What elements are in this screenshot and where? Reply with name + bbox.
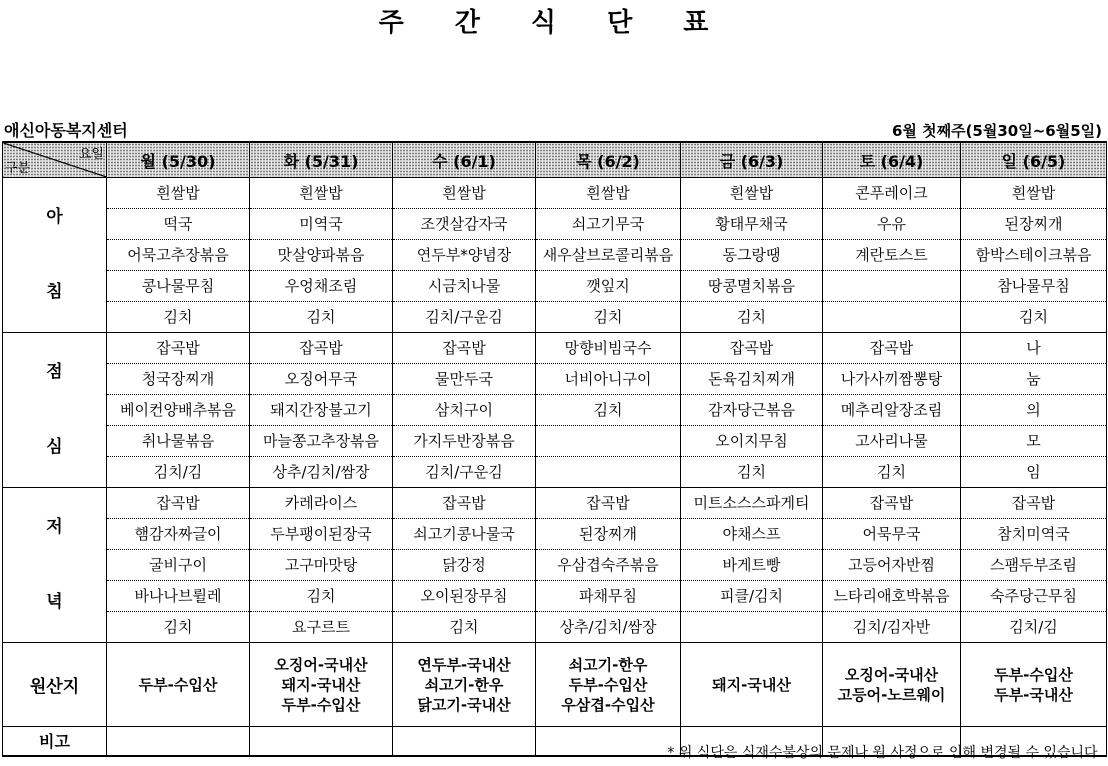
meal-label — [3, 333, 107, 488]
menu-item: 동그랑땡 — [681, 240, 822, 271]
menu-item: 김치/구운김 — [425, 463, 503, 481]
menu-item: 김치 — [163, 618, 193, 636]
menu-item: 새우살브로콜리볶음 — [536, 240, 680, 271]
note-label: 비고 — [3, 727, 107, 756]
menu-item: 잡곡밥 — [107, 488, 249, 519]
meal-label-top: 점 — [46, 362, 63, 382]
menu-item: 가지두반장볶음 — [393, 426, 535, 457]
menu-cell — [681, 178, 823, 333]
menu-item — [536, 426, 680, 457]
menu-item: 계란토스트 — [823, 240, 960, 271]
menu-item: 임 — [1026, 463, 1041, 481]
menu-item: 김치 — [449, 618, 479, 636]
menu-item: 숙주당근무침 — [961, 581, 1106, 612]
menu-item: 땅콩멸치볶음 — [681, 271, 822, 302]
meal-label-top: 아 — [46, 207, 63, 227]
menu-item: 삼치구이 — [393, 395, 535, 426]
menu-item: 잡곡밥 — [823, 488, 960, 519]
menu-item — [681, 612, 822, 642]
menu-cell — [250, 178, 393, 333]
menu-item: 상추/김치/쌈장 — [559, 618, 657, 636]
menu-item — [536, 457, 680, 487]
menu-item: 요구르트 — [292, 618, 350, 636]
menu-item: 쇠고기무국 — [536, 209, 680, 240]
menu-cell — [393, 488, 536, 643]
origin-cell — [250, 643, 393, 727]
menu-item: 물만두국 — [393, 364, 535, 395]
menu-item: 깻잎지 — [536, 271, 680, 302]
menu-item: 미트소스스파게티 — [681, 488, 822, 519]
menu-item: 너비아니구이 — [536, 364, 680, 395]
menu-cell — [823, 488, 961, 643]
meal-row — [3, 333, 1107, 488]
menu-item: 된장찌개 — [961, 209, 1106, 240]
corner-cell — [3, 142, 107, 178]
menu-item: 두부팽이된장국 — [250, 519, 392, 550]
menu-item: 김치 — [306, 308, 336, 326]
meal-label — [3, 178, 107, 333]
origin-item: 닭고기-국내산 — [417, 695, 511, 714]
origin-row — [3, 643, 1107, 727]
menu-item: 김치 — [250, 581, 392, 612]
menu-item: 된장찌개 — [536, 519, 680, 550]
menu-cell — [107, 488, 250, 643]
menu-item: 카레라이스 — [250, 488, 392, 519]
menu-cell — [107, 333, 250, 488]
day-header: 월 (5/30) — [107, 142, 250, 178]
menu-item: 파채무침 — [536, 581, 680, 612]
menu-item: 어묵고추장볶음 — [107, 240, 249, 271]
menu-item: 바나나브륄레 — [107, 581, 249, 612]
corner-day-label: 요일 — [78, 147, 104, 162]
menu-item: 김치/김 — [153, 463, 203, 481]
menu-item: 참치미역국 — [961, 519, 1106, 550]
menu-item: 망향비빔국수 — [536, 333, 680, 364]
menu-cell — [536, 333, 681, 488]
day-header: 화 (5/31) — [250, 142, 393, 178]
menu-cell — [681, 333, 823, 488]
menu-item: 잡곡밥 — [961, 488, 1106, 519]
origin-item: 두부-수입산 — [281, 695, 361, 714]
menu-item: 취나물볶음 — [107, 426, 249, 457]
menu-item: 감자당근볶음 — [681, 395, 822, 426]
day-header: 수 (6/1) — [393, 142, 536, 178]
origin-cell — [823, 643, 961, 727]
menu-item: 김치/구운김 — [425, 308, 503, 326]
day-header: 금 (6/3) — [681, 142, 823, 178]
menu-cell — [250, 333, 393, 488]
week-label: 6월 첫째주(5월30일~6월5일) — [891, 122, 1102, 140]
note-cell — [536, 727, 681, 756]
menu-item: 돈육김치찌개 — [681, 364, 822, 395]
menu-cell — [823, 178, 961, 333]
menu-item: 돼지간장불고기 — [250, 395, 392, 426]
menu-item: 잡곡밥 — [536, 488, 680, 519]
menu-item: 오징어무국 — [250, 364, 392, 395]
meal-label — [3, 488, 107, 643]
origin-cell — [961, 643, 1107, 727]
origin-item: 두부-수입산 — [994, 665, 1073, 684]
menu-item: 연두부*양념장 — [393, 240, 535, 271]
page-title: 주 간 식 단 표 — [378, 8, 730, 38]
menu-item: 함박스테이크볶음 — [961, 240, 1106, 271]
corner-category-label: 구분 — [5, 161, 31, 176]
menu-item: 나가사끼짬뽕탕 — [823, 364, 960, 395]
menu-item: 시금치나물 — [393, 271, 535, 302]
origin-item: 오징어-국내산 — [844, 665, 939, 684]
menu-item: 김치 — [1019, 308, 1048, 326]
day-header: 목 (6/2) — [536, 142, 681, 178]
origin-item: 우삼겹-수입산 — [561, 695, 655, 714]
menu-item: 바게트빵 — [681, 550, 822, 581]
weekly-menu-table — [2, 141, 1107, 757]
menu-item: 햄감자짜글이 — [107, 519, 249, 550]
origin-item: 두부-국내산 — [994, 685, 1073, 704]
origin-item: 쇠고기-한우 — [424, 675, 504, 694]
menu-item: 흰쌀밥 — [107, 178, 249, 209]
menu-item: 고구마맛탕 — [250, 550, 392, 581]
menu-item — [823, 302, 960, 332]
menu-item: 황태무채국 — [681, 209, 822, 240]
menu-item: 우유 — [823, 209, 960, 240]
menu-item: 흰쌀밥 — [393, 178, 535, 209]
menu-item: 우삼겹숙주볶음 — [536, 550, 680, 581]
menu-item: 김치 — [877, 463, 906, 481]
origin-item: 두부-수입산 — [138, 675, 218, 694]
menu-item: 흰쌀밥 — [536, 178, 680, 209]
menu-item: 김치 — [593, 308, 623, 326]
menu-item: 고사리나물 — [823, 426, 960, 457]
meal-label-bottom: 심 — [46, 437, 63, 457]
menu-item: 의 — [961, 395, 1106, 426]
menu-item: 잡곡밥 — [681, 333, 822, 364]
menu-item: 잡곡밥 — [250, 333, 392, 364]
menu-item: 김치 — [163, 308, 193, 326]
menu-item: 어묵무국 — [823, 519, 960, 550]
menu-cell — [823, 333, 961, 488]
menu-item: 김치 — [737, 463, 766, 481]
menu-item: 오이된장무침 — [393, 581, 535, 612]
header-row — [3, 142, 1107, 178]
origin-item: 돼지-국내산 — [712, 675, 791, 694]
menu-cell — [536, 488, 681, 643]
menu-cell — [250, 488, 393, 643]
meal-row — [3, 178, 1107, 333]
menu-item: 참나물무침 — [961, 271, 1106, 302]
note-cell — [393, 727, 536, 756]
menu-item: 청국장찌개 — [107, 364, 249, 395]
menu-item: 잡곡밥 — [107, 333, 249, 364]
origin-item: 고등어-노르웨이 — [837, 685, 946, 704]
origin-cell — [536, 643, 681, 727]
menu-item: 스팸두부조림 — [961, 550, 1106, 581]
menu-item: 굴비구이 — [107, 550, 249, 581]
menu-cell — [961, 333, 1107, 488]
menu-item: 피클/김치 — [681, 581, 822, 612]
menu-cell — [393, 178, 536, 333]
menu-item: 흰쌀밥 — [681, 178, 822, 209]
meal-label-bottom: 침 — [46, 282, 63, 302]
menu-item: 모 — [961, 426, 1106, 457]
menu-item: 김치/김 — [1009, 618, 1058, 636]
menu-item: 김치 — [737, 308, 766, 326]
menu-cell — [961, 178, 1107, 333]
origin-cell — [681, 643, 823, 727]
note-cell — [250, 727, 393, 756]
menu-item: 미역국 — [250, 209, 392, 240]
menu-item: 야채스프 — [681, 519, 822, 550]
menu-item: 맛살양파볶음 — [250, 240, 392, 271]
meal-label-top: 저 — [46, 517, 63, 537]
menu-item: 김치 — [536, 395, 680, 426]
footnote: * 위 식단은 식재수불상의 문제나 원 사정으로 인해 변경될 수 있습니다. — [667, 745, 1102, 761]
menu-item: 흰쌀밥 — [250, 178, 392, 209]
menu-item: 눔 — [961, 364, 1106, 395]
menu-item: 나 — [961, 333, 1106, 364]
origin-item: 연두부-국내산 — [417, 655, 511, 674]
meal-label-bottom: 녁 — [46, 592, 63, 612]
menu-cell — [107, 178, 250, 333]
menu-item: 닭강정 — [393, 550, 535, 581]
origin-item: 두부-수입산 — [568, 675, 648, 694]
menu-item: 고등어자반찜 — [823, 550, 960, 581]
origin-item: 쇠고기-한우 — [568, 655, 648, 674]
menu-item: 마늘쫑고추장볶음 — [250, 426, 392, 457]
menu-cell — [536, 178, 681, 333]
menu-item: 잡곡밥 — [393, 488, 535, 519]
menu-item: 상추/김치/쌈장 — [272, 463, 370, 481]
origin-item: 오징어-국내산 — [274, 655, 368, 674]
day-header: 토 (6/4) — [823, 142, 961, 178]
menu-item: 잡곡밥 — [823, 333, 960, 364]
menu-item: 김치/김자반 — [852, 618, 931, 636]
menu-item: 오이지무침 — [681, 426, 822, 457]
menu-item: 콩나물무침 — [107, 271, 249, 302]
origin-cell — [393, 643, 536, 727]
menu-cell — [961, 488, 1107, 643]
center-name: 애신아동복지센터 — [4, 121, 128, 140]
day-header: 일 (6/5) — [961, 142, 1107, 178]
menu-item: 메추리알장조림 — [823, 395, 960, 426]
menu-item: 흰쌀밥 — [961, 178, 1106, 209]
menu-item: 조갯살감자국 — [393, 209, 535, 240]
menu-item: 잡곡밥 — [393, 333, 535, 364]
menu-item — [823, 271, 960, 302]
menu-item: 우엉채조림 — [250, 271, 392, 302]
menu-cell — [393, 333, 536, 488]
menu-item: 콘푸레이크 — [823, 178, 960, 209]
menu-cell — [681, 488, 823, 643]
menu-item: 베이컨양배추볶음 — [107, 395, 249, 426]
menu-item: 떡국 — [107, 209, 249, 240]
menu-item: 쇠고기콩나물국 — [393, 519, 535, 550]
origin-item: 돼지-국내산 — [281, 675, 361, 694]
note-cell — [107, 727, 250, 756]
meal-row — [3, 488, 1107, 643]
menu-item: 느타리애호박볶음 — [823, 581, 960, 612]
origin-label: 원산지 — [3, 643, 107, 727]
origin-cell — [107, 643, 250, 727]
